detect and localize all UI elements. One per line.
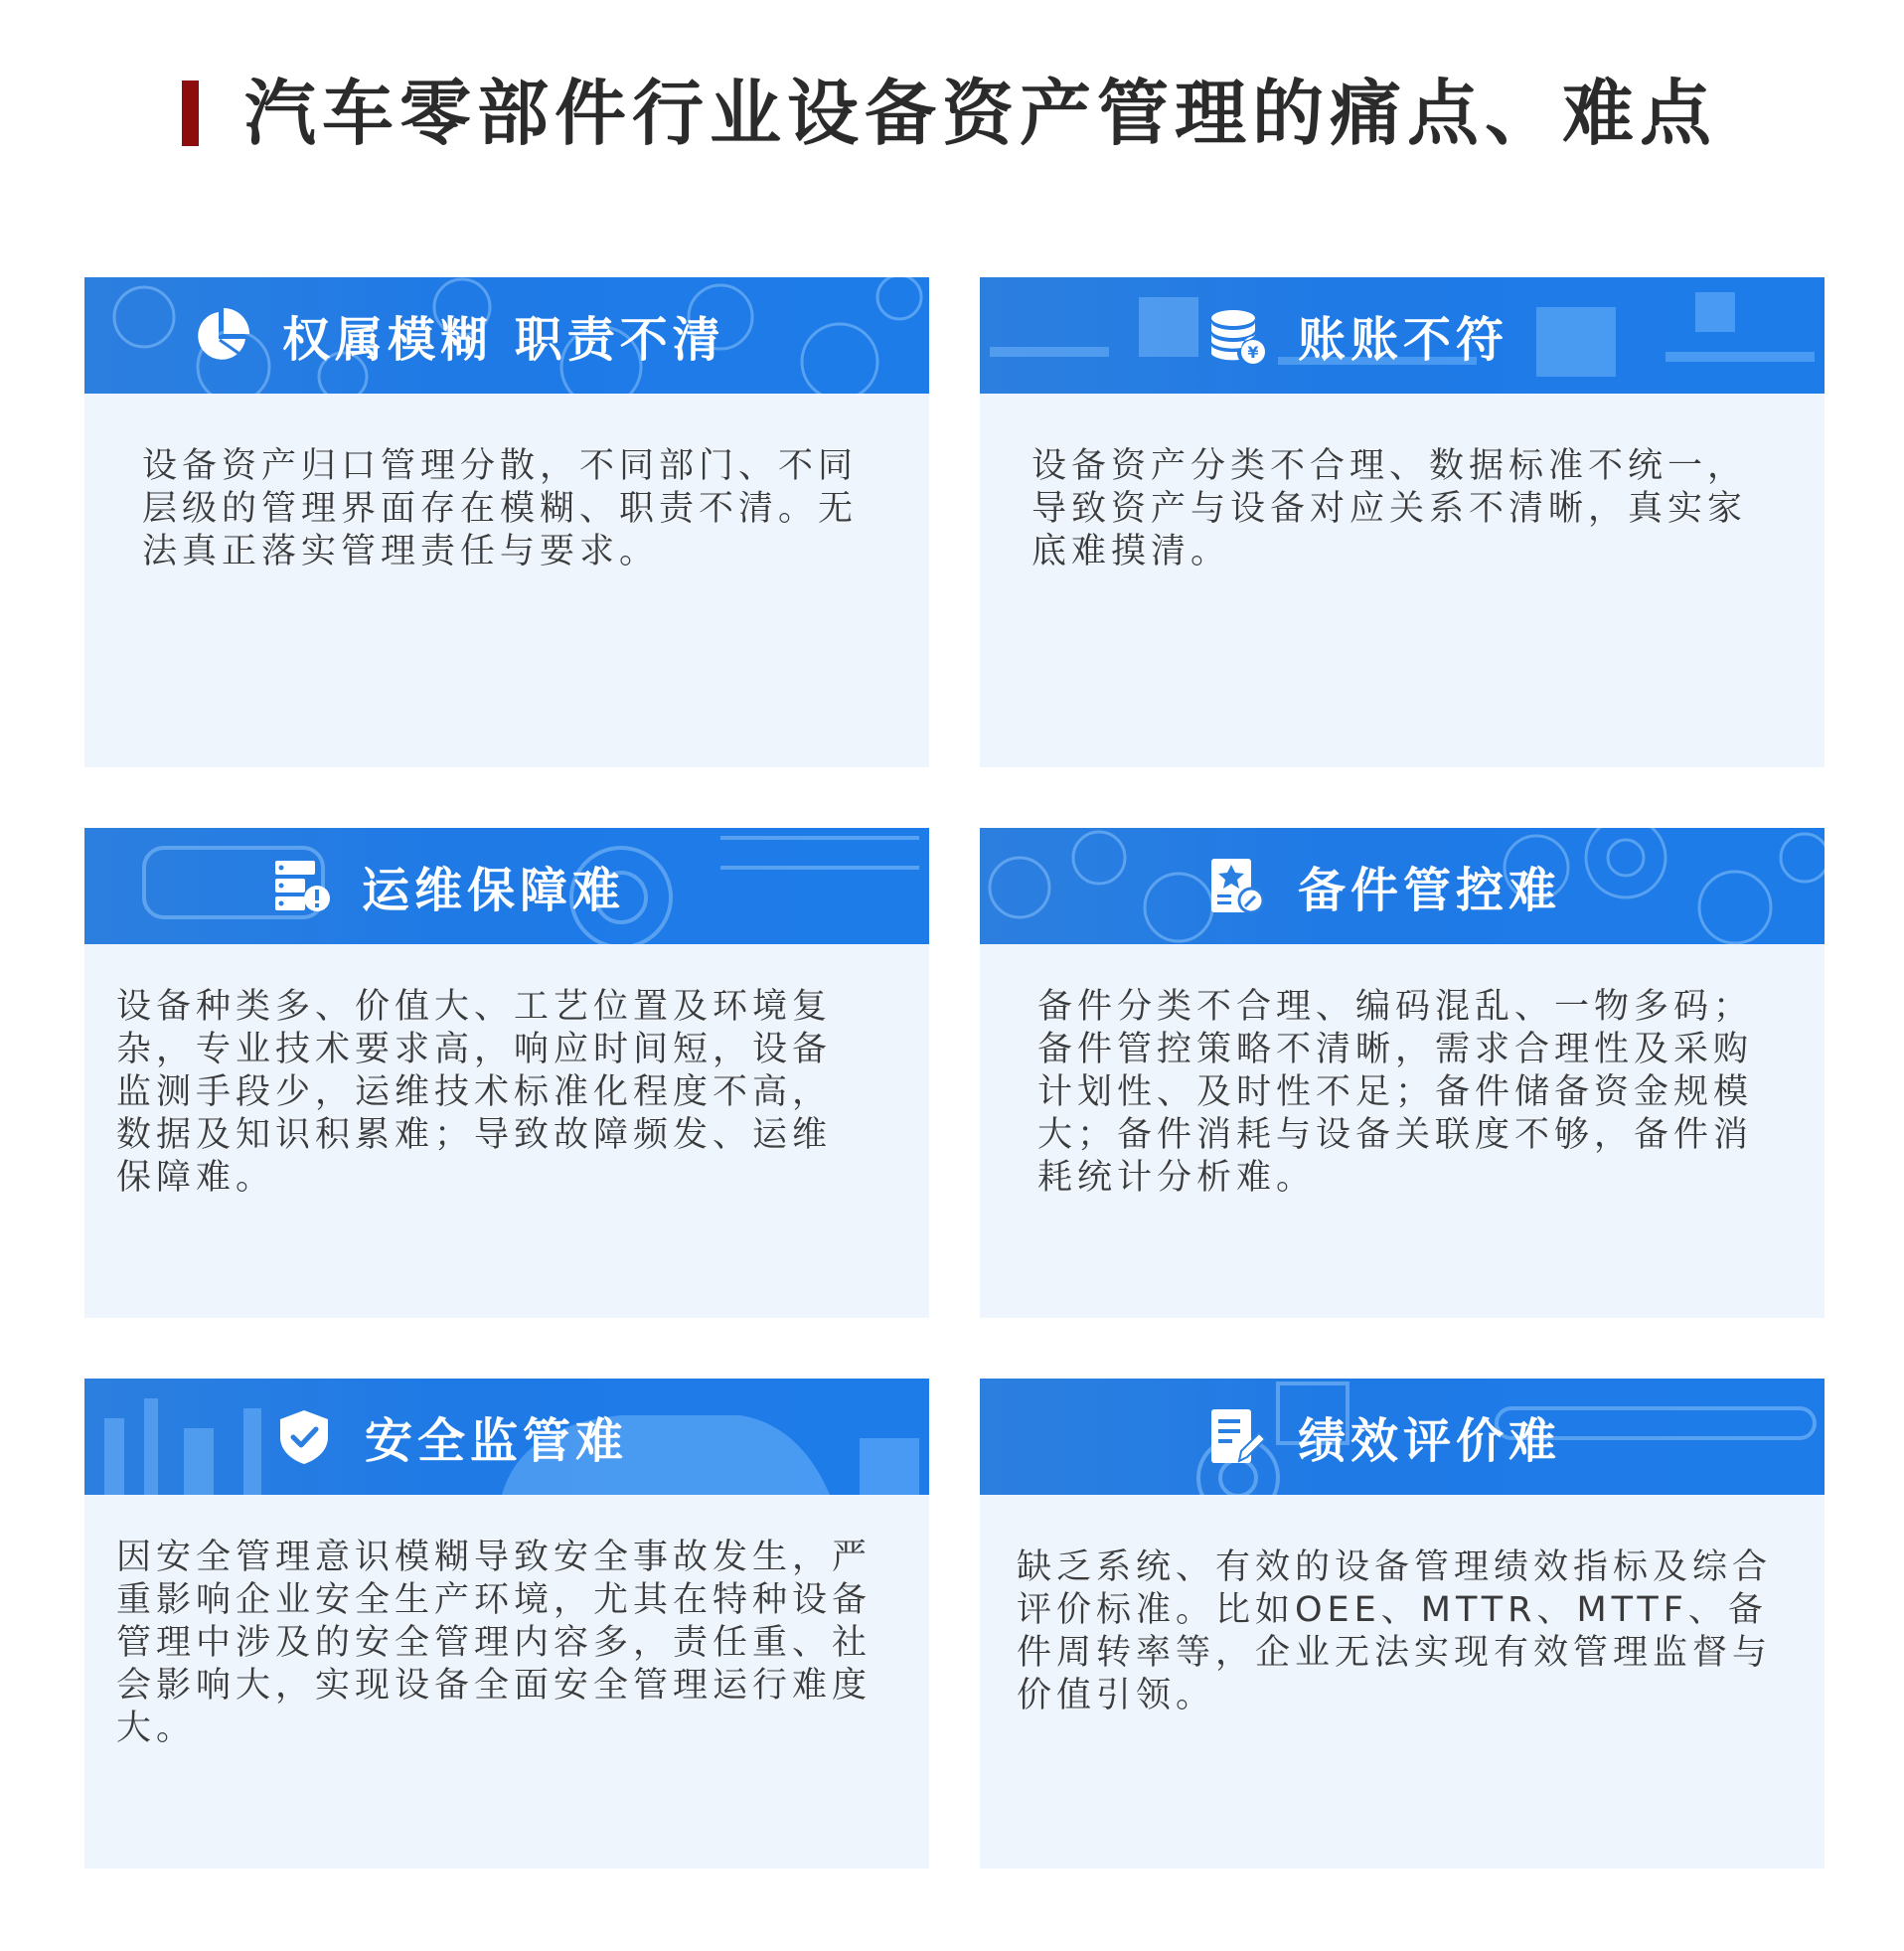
- description-line: 杂，专业技术要求高，响应时间短，设备: [116, 1030, 833, 1069]
- card-header: [84, 277, 929, 394]
- card-header: [980, 1379, 1825, 1495]
- description-line: 监测手段少，运维技术标准化程度不高，: [116, 1072, 833, 1112]
- shield-check-icon: [273, 1406, 335, 1468]
- description-line: 设备资产分类不合理、数据标准不统一，: [1031, 446, 1748, 486]
- description-line: 会影响大，实现设备全面安全管理运行难度: [116, 1666, 873, 1706]
- description-line: 设备资产归口管理分散，不同部门、不同: [142, 446, 859, 486]
- document-edit-icon: [1206, 1406, 1268, 1468]
- card-operation-maintenance: [84, 828, 929, 1318]
- card-description: [116, 986, 832, 1200]
- card-title: 安全监管难: [365, 1413, 629, 1469]
- document-star-icon: [1206, 856, 1268, 917]
- card-title: 账账不符: [1298, 312, 1509, 368]
- card-description: [1017, 1546, 1772, 1717]
- page-title-text: 汽车零部件行业设备资产管理的痛点、难点: [244, 72, 1718, 155]
- description-line: 耗统计分析难。: [1037, 1158, 1317, 1198]
- card-title: 权属模糊 职责不清: [282, 312, 725, 368]
- pie-chart-icon: [191, 305, 252, 367]
- svg-text:¥: ¥: [1247, 342, 1259, 362]
- card-ledger-mismatch: [980, 277, 1825, 767]
- description-line: 法真正落实管理责任与要求。: [142, 532, 660, 571]
- coin-stack-icon: [1206, 305, 1268, 367]
- card-header: [980, 828, 1825, 944]
- server-alert-icon: [270, 856, 332, 917]
- description-line: 备件分类不合理、编码混乱、一物多码；: [1037, 987, 1754, 1027]
- description-line: 设备种类多、价值大、工艺位置及环境复: [116, 987, 833, 1027]
- description-line: 数据及知识积累难；导致故障频发、运维: [116, 1115, 833, 1155]
- description-line: 管理中涉及的安全管理内容多，责任重、社: [116, 1623, 873, 1663]
- card-description: [1031, 445, 1747, 573]
- card-title: 备件管控难: [1298, 863, 1562, 918]
- description-line: 价值引领。: [1017, 1676, 1216, 1715]
- card-title: 运维保障难: [362, 863, 626, 918]
- card-description: [1037, 986, 1753, 1200]
- card-header: [980, 277, 1825, 394]
- description-line: 评价标准。比如OEE、MTTR、MTTF、备: [1017, 1590, 1768, 1630]
- card-title: 绩效评价难: [1298, 1413, 1562, 1469]
- description-line: 保障难。: [116, 1158, 276, 1198]
- card-spare-parts: [980, 828, 1825, 1318]
- description-line: 计划性、及时性不足；备件储备资金规模: [1037, 1072, 1754, 1112]
- description-line: 大；备件消耗与设备关联度不够，备件消: [1037, 1115, 1754, 1155]
- page-title: [182, 73, 1717, 154]
- description-line: 备件管控策略不清晰，需求合理性及采购: [1037, 1030, 1754, 1069]
- description-line: 底难摸清。: [1031, 532, 1231, 571]
- card-ownership: [84, 277, 929, 767]
- description-line: 重影响企业安全生产环境，尤其在特种设备: [116, 1580, 873, 1620]
- card-performance-evaluation: [980, 1379, 1825, 1869]
- description-line: 缺乏系统、有效的设备管理绩效指标及综合: [1017, 1547, 1773, 1587]
- card-safety-supervision: [84, 1379, 929, 1869]
- description-line: 层级的管理界面存在模糊、职责不清。无: [142, 489, 859, 529]
- title-accent-bar: [182, 81, 199, 146]
- card-header: [84, 1379, 929, 1495]
- description-line: 件周转率等，企业无法实现有效管理监督与: [1017, 1633, 1773, 1673]
- description-line: 导致资产与设备对应关系不清晰，真实家: [1031, 489, 1748, 529]
- card-description: [142, 445, 858, 573]
- card-description: [116, 1537, 872, 1750]
- description-line: 大。: [116, 1708, 197, 1748]
- description-line: 因安全管理意识模糊导致安全事故发生，严: [116, 1538, 873, 1577]
- card-header: [84, 828, 929, 944]
